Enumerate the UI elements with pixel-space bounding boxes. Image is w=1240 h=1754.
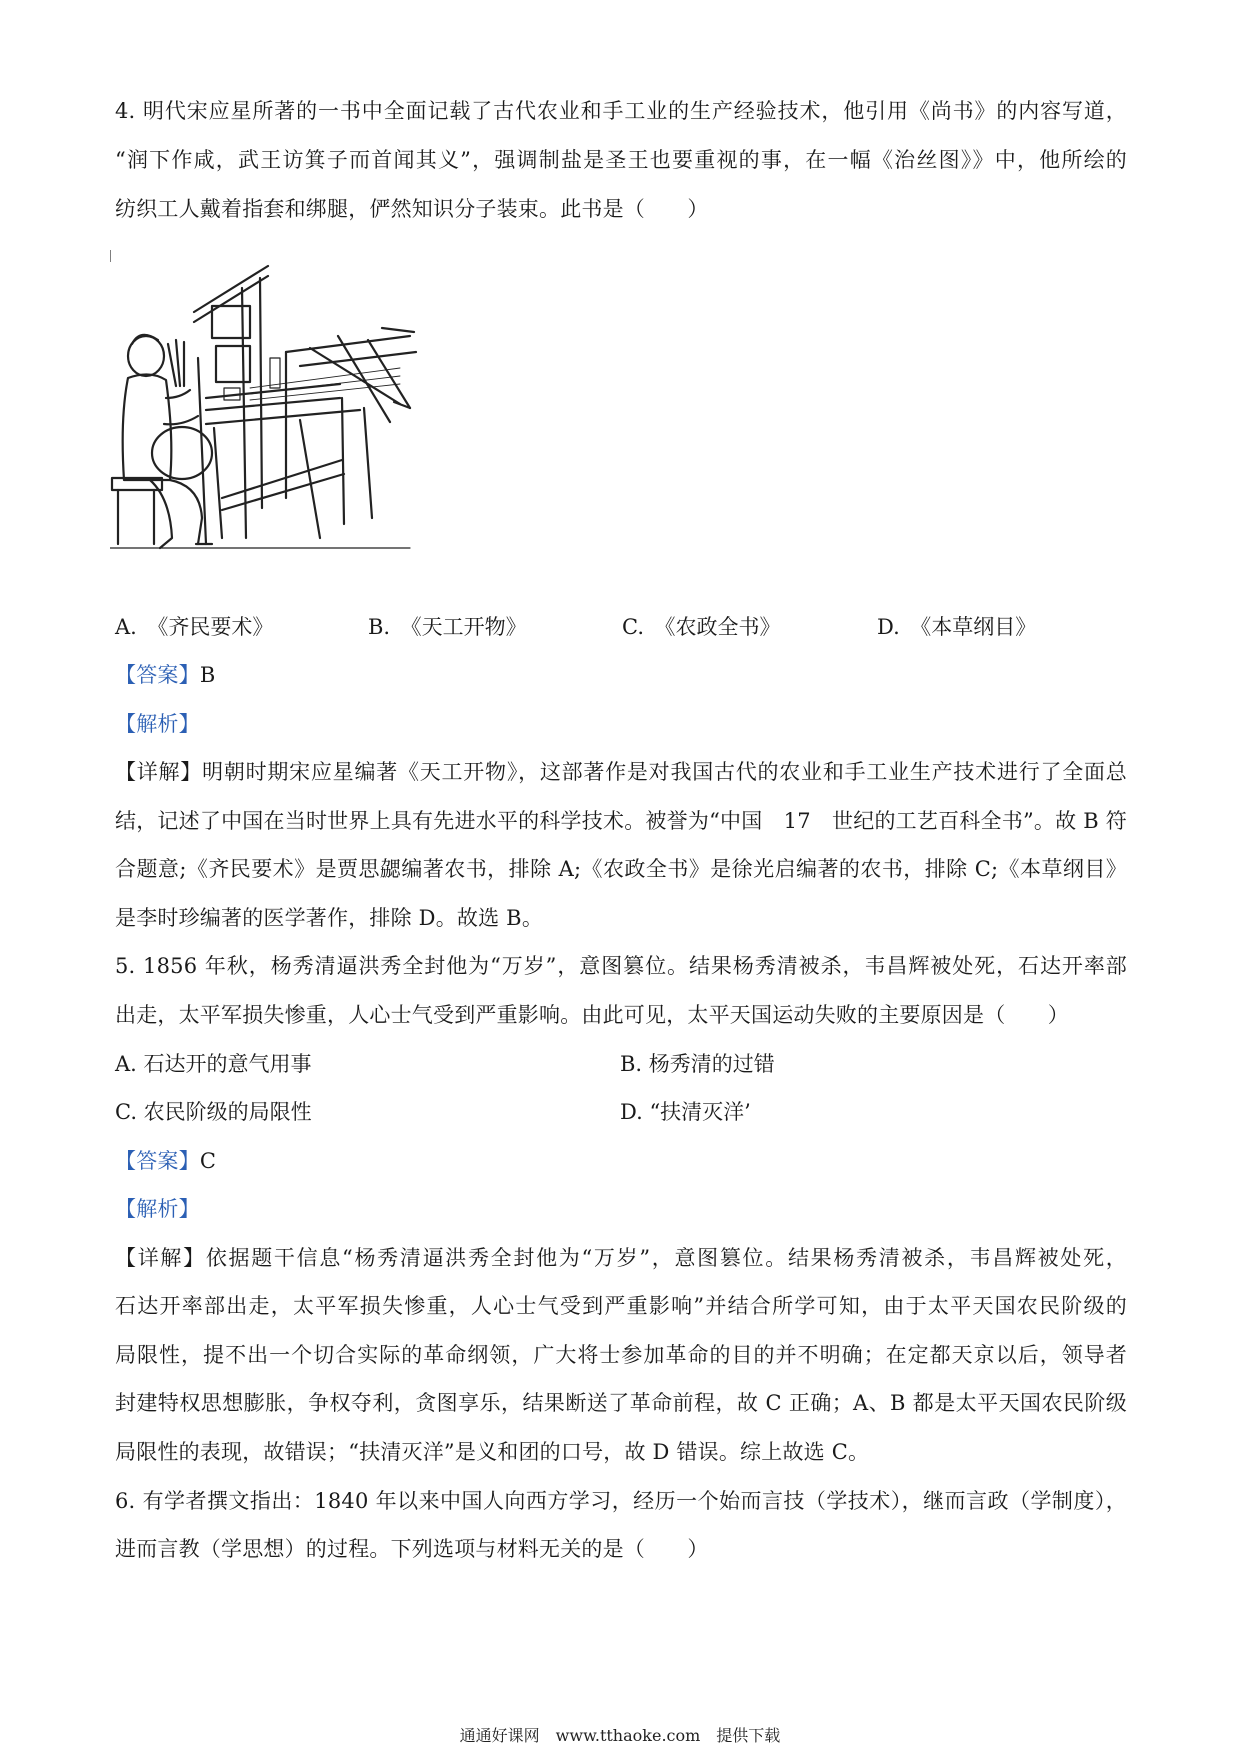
- q5-option-a: A. 石达开的意气用事: [115, 1052, 312, 1076]
- q5-analysis-label: 【解析】: [115, 1197, 200, 1221]
- q4-stem-line-2: “润下作咸，武王访箕子而首闻其义”，强调制盐是圣王也要重视的事，在一幅《治丝图》》中，他所绘的: [115, 148, 1127, 172]
- answer-value: B: [199, 663, 216, 687]
- q4-option-b: B. 《天工开物》: [368, 615, 527, 639]
- q5-stem-line-2: 出走，太平军损失惨重，人心士气受到严重影响。由此可见，太平天国运动失败的主要原因是（ ）: [115, 1003, 1069, 1027]
- q6-stem-line-2: 进而言教（学思想）的过程。下列选项与材料无关的是（ ）: [115, 1537, 709, 1561]
- q5-detail-line-1: [115, 1243, 1127, 1273]
- q4-detail-line-3: 合题意;《齐民要术》是贾思勰编著农书，排除 A;《农政全书》是徐光启编著的农书，排除 C;《本草纲目》: [115, 857, 1127, 881]
- footer-source: 通通好课网 www.tthaoke.com 提供下载: [459, 1726, 781, 1745]
- q4-detail-line-4: 是李时珍编著的医学著作，排除 D。故选 B。: [115, 906, 544, 930]
- q4-answer: [115, 660, 1127, 690]
- q4-analysis-label: 【解析】: [115, 712, 200, 736]
- q4-option-d: D. 《本草纲目》: [877, 615, 1037, 639]
- loom-illustration: [110, 248, 424, 588]
- q5-detail-line-2: 石达开率部出走，太平军损失惨重，人心士气受到严重影响”并结合所学可知，由于太平天国农民阶级的: [115, 1294, 1127, 1318]
- q4-option-a: A. 《齐民要术》: [115, 615, 274, 639]
- q5-answer: [115, 1146, 1127, 1176]
- answer-label: 【答案】: [115, 1149, 200, 1173]
- q5-stem-line-1: 5. 1856 年秋，杨秀清逼洪秀全封他为“万岁”，意图篡位。结果杨秀清被杀，韦昌辉被处死，石达开率部: [115, 954, 1127, 978]
- q4-detail-line-1: [115, 757, 1127, 787]
- q5-option-c: C. 农民阶级的局限性: [115, 1100, 312, 1124]
- detail-label: 【详解】: [115, 1246, 206, 1270]
- q5-detail-line-5: 局限性的表现，故错误；“扶清灭洋”是义和团的口号，故 D 错误。综上故选 C。: [115, 1440, 870, 1464]
- q5-detail-line-4: 封建特权思想膨胀，争权夺利，贪图享乐，结果断送了革命前程，故 C 正确；A、B 都是太平天国农民阶级: [115, 1391, 1127, 1415]
- answer-value: C: [199, 1149, 217, 1173]
- q5-option-d: D. “扶清灭洋’: [620, 1100, 751, 1124]
- q6-stem-line-1: 6. 有学者撰文指出：1840 年以来中国人向西方学习，经历一个始而言技（学技术），继而言政（学制度），: [115, 1489, 1127, 1513]
- answer-label: 【答案】: [115, 663, 200, 687]
- q4-stem-line-1: 4. 明代宋应星所著的一书中全面记载了古代农业和手工业的生产经验技术，他引用《尚书》的内容写道，: [115, 99, 1127, 123]
- q4-stem-line-3: 纺织工人戴着指套和绑腿，俨然知识分子装束。此书是（ ）: [115, 197, 709, 221]
- q5-detail-line-3: 局限性，提不出一个切合实际的革命纲领，广大将士参加革命的目的并不明确；在定都天京以后，领导者: [115, 1343, 1127, 1367]
- q4-option-c: C. 《农政全书》: [622, 615, 781, 639]
- detail-text: 依据题干信息“杨秀清逼洪秀全封他为“万岁”，意图篡位。结果杨秀清被杀，韦昌辉被处死，: [205, 1246, 1127, 1270]
- q4-detail-line-2: 结，记述了中国在当时世界上具有先进水平的科学技术。被誉为“中国 17 世纪的工艺百科全书”。故 B 符: [115, 809, 1127, 833]
- q5-option-b: B. 杨秀清的过错: [620, 1052, 775, 1076]
- detail-label: 【详解】: [115, 760, 203, 784]
- detail-text: 明朝时期宋应星编著《天工开物》，这部著作是对我国古代的农业和手工业生产技术进行了全面总: [202, 760, 1127, 784]
